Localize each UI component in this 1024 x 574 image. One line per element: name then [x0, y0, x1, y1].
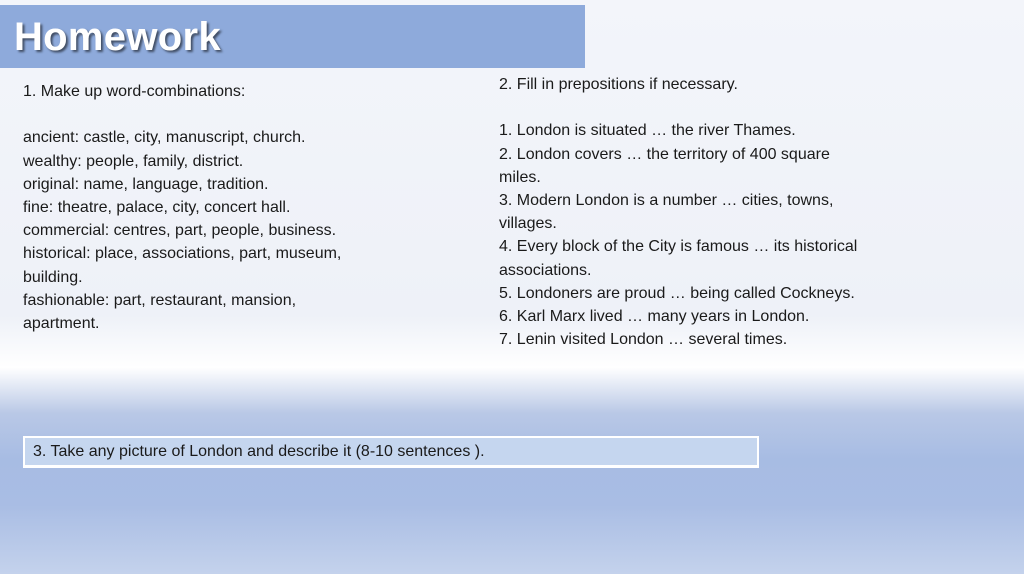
task2-line: 5. Londoners are proud … being called Cockneys.: [499, 284, 855, 302]
title-bar: [0, 5, 585, 68]
task1-line: wealthy: people, family, district.: [23, 152, 244, 170]
task1-line: fine: theatre, palace, city, concert hall.: [23, 199, 291, 216]
task2-line: miles.: [499, 168, 541, 186]
task2-line: 2. London covers … the territory of 400 square: [499, 145, 830, 163]
task2-heading: 2. Fill in prepositions if necessary.: [499, 76, 738, 93]
task1-line: ancient: castle, city, manuscript, church.: [23, 129, 306, 147]
task1-block: [23, 80, 403, 335]
task1-heading: 1. Make up word-combinations:: [23, 83, 246, 100]
task2-line: 4. Every block of the City is famous … its historical: [499, 238, 858, 256]
task2-line: 1. London is situated … the river Thames.: [499, 122, 796, 140]
task1-line: historical: place, associations, part, museum,: [23, 245, 342, 263]
task2-line: 3. Modern London is a number … cities, towns,: [499, 192, 834, 209]
task2-line: 6. Karl Marx lived … many years in London.: [499, 308, 810, 326]
task2-line: villages.: [499, 215, 557, 233]
task1-line: original: name, language, tradition.: [23, 175, 269, 193]
page-title: Homework: [14, 15, 221, 59]
task2-block: [499, 73, 899, 351]
task2-line: 7. Lenin visited London … several times.: [499, 331, 788, 349]
task1-line: apartment.: [23, 315, 100, 333]
task2-line: associations.: [499, 261, 592, 279]
task1-line: building.: [23, 268, 83, 286]
spacer: [499, 96, 899, 119]
spacer: [23, 103, 403, 126]
task3-box: [23, 436, 759, 468]
task1-line: commercial: centres, part, people, business.: [23, 222, 337, 240]
task3-text: 3. Take any picture of London and describe it (8-10 sentences ).: [33, 443, 485, 460]
task1-line: fashionable: part, restaurant, mansion,: [23, 291, 297, 309]
